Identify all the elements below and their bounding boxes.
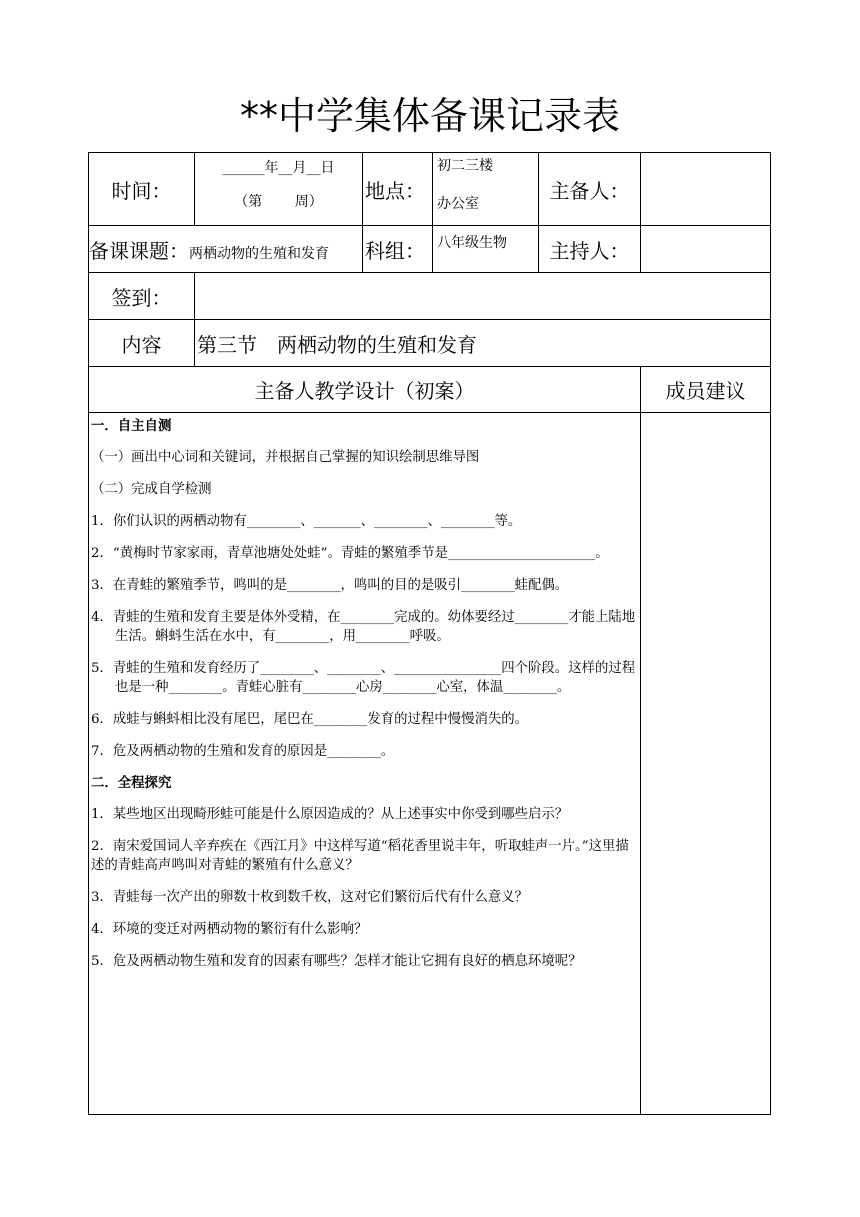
place-line-1: 初二三楼 [437,158,493,174]
group-label: 科组： [363,226,433,273]
section2-item: 2．南宋爱国词人辛弃疾在《西江月》中这样写道“稻花香里说丰年，听取蛙声一片。”这里描述的青蛙高声鸣叫对青蛙的繁殖有什么意义？ [91,839,629,873]
section1-heading: 一．自主自测 [91,418,172,434]
time-label: 时间： [89,153,195,226]
lead-label: 主备人： [539,153,641,226]
section1-item: 4．青蛙的生殖和发育主要是体外受精，在________完成的。幼体要经过________才能上陆地生活。蝌蚪生活在水中，有________，用________呼吸。 [91,610,636,644]
section2-item: 3．青蛙每一次产出的卵数十枚到数千枚，这对它们繁衍后代有什么意义？ [91,890,529,905]
signin-value-cell [195,273,771,320]
week-line: （第 周） [234,194,323,210]
section1-item: 5．青蛙的生殖和发育经历了________、________、________________四个阶段。这样的过程也是一种________。青蛙心脏有________心房________心室，体温________。 [91,661,636,695]
design-header: 主备人教学设计（初案） [89,367,641,413]
host-label: 主持人： [539,226,641,273]
section1-item: （二）完成自学检测 [91,482,212,497]
section1-item: 2．“黄梅时节家家雨，青草池塘处处蛙”。青蛙的繁殖季节是______________________。 [91,546,609,561]
suggest-header: 成员建议 [641,367,771,413]
lead-value-cell [641,153,771,226]
host-value-cell [641,226,771,273]
group-value: 八年级生物 [433,226,539,273]
content-value: 第三节 两栖动物的生殖和发育 [195,320,771,367]
design-content [89,413,641,1115]
lesson-record-table [88,152,771,1115]
section1-item: 3．在青蛙的繁殖季节，鸣叫的是________，鸣叫的目的是吸引________蛙配偶。 [91,578,569,593]
place-label: 地点： [363,153,433,226]
place-line-2: 办公室 [437,196,479,212]
suggest-content-cell [641,413,771,1115]
page-title: **中学集体备课记录表 [239,94,620,138]
topic-value: 两栖动物的生殖和发育 [189,245,329,262]
section2-item: 1．某些地区出现畸形蛙可能是什么原因造成的？从上述事实中你受到哪些启示？ [91,807,569,822]
section1-item: 1．你们认识的两栖动物有________、_______、________、________等。 [91,514,522,529]
content-label: 内容 [89,320,195,367]
section2-heading: 二．全程探究 [91,775,172,791]
section2-item: 5．危及两栖动物生殖和发育的因素有哪些？怎样才能让它拥有良好的栖息环境呢？ [91,954,582,969]
date-line: ______年__月__日 [222,160,335,176]
signin-label: 签到： [89,273,195,320]
section1-item: 7．危及两栖动物的生殖和发育的原因是________。 [91,744,395,759]
topic-label: 备课课题： [89,238,189,263]
section1-item: （一）画出中心词和关键词，并根据自己掌握的知识绘制思维导图 [91,450,480,465]
section1-item: 6．成蛙与蝌蚪相比没有尾巴，尾巴在________发育的过程中慢慢消失的。 [91,712,529,727]
section2-item: 4．环境的变迁对两栖动物的繁衍有什么影响？ [91,922,368,937]
